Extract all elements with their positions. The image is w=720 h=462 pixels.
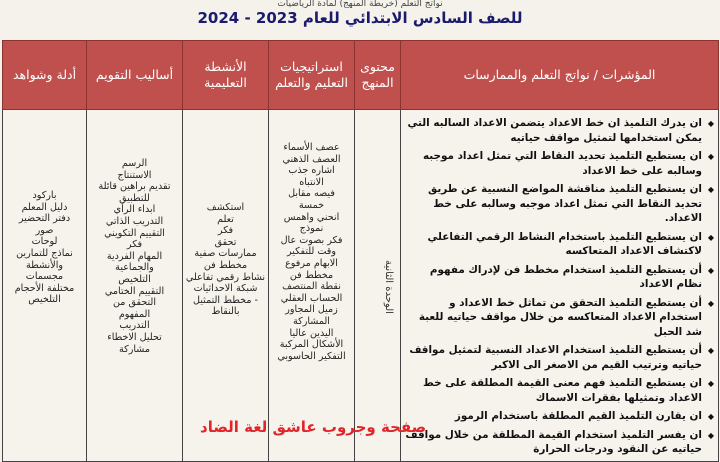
header-content: محتوى المنهج	[355, 41, 401, 110]
evaluation-item: فكر	[126, 239, 143, 251]
evaluation-item: مشاركة	[119, 343, 150, 355]
watermark-text: صفحة وجروب عاشق لغة الضاد	[200, 418, 427, 436]
indicator-item	[405, 149, 714, 178]
evaluation-item: الاستنتاج	[117, 169, 152, 181]
indicator-text: ان يفسر التلميذ استخدام القيمة المطلقة من خلال مواقف حياتيه عن النقود ودرجات الحرارة	[405, 428, 702, 455]
indicator-text: ان يستطيع التلميذ مناقشة المواضع النسبية عن طريق تحديد النقاط التي تمثل اعداد موجبه وسالبه على خط الاعداد.	[427, 183, 702, 224]
evaluation-cell	[87, 110, 183, 462]
bullet-icon: ◆	[707, 265, 714, 275]
strategies-item: انحني واهمس	[283, 211, 340, 223]
strategies-item: عصف الأسماء	[283, 142, 340, 153]
evidence-list	[3, 110, 86, 306]
evaluation-item: التقييم التكويني	[104, 227, 165, 239]
strategies-item: الانتباه	[299, 176, 324, 188]
evaluation-item: التدريب الذاتي	[105, 215, 164, 227]
evidence-item: نماذج للتمارين	[16, 247, 73, 259]
strategies-item: وقت للتفكير	[286, 246, 337, 258]
activities-list	[183, 110, 268, 318]
unit-label: الوحدة الثانية	[383, 260, 394, 314]
evidence-cell	[3, 110, 87, 462]
bullet-icon: ◆	[707, 412, 714, 421]
strategies-item: زميل المجاور	[285, 304, 338, 316]
strategies-item: المشاركة	[293, 315, 330, 327]
evaluation-item: التقييم الختامي	[104, 285, 165, 297]
bullet-icon: ◆	[707, 232, 714, 242]
strategies-item: نموذج	[299, 223, 324, 235]
evidence-item: دليل المعلم	[21, 201, 68, 213]
bullet-icon: ◆	[707, 152, 714, 161]
strategies-item: اليدين عاليا	[289, 327, 334, 339]
bullet-icon: ◆	[707, 346, 714, 355]
strategies-item: خمسة	[298, 199, 325, 211]
content-cell	[355, 110, 401, 462]
strategies-cell	[269, 110, 355, 462]
strategies-item: فكر بصوت عال	[280, 234, 343, 246]
indicator-item	[405, 428, 714, 457]
strategies-item: الابهام مرفوع	[285, 257, 338, 269]
page-title: للصف السادس الابتدائي للعام 2023 - 2024	[197, 9, 523, 27]
evaluation-item: المهام الفردية	[106, 250, 163, 262]
indicator-text: ان يستطيع التلميذ تحديد النقاط التي تمثل اعداد موجبه وسالبه على خط الاعداد	[422, 150, 702, 177]
evidence-item: باركود	[32, 190, 57, 201]
curriculum-table	[2, 40, 719, 462]
indicator-text: أن يستطيع التلميذ التحقق من تماثل خط الاعداد و استخدام الاعداد المتعاكسه من خلال مواقف حياتيه للعبة شد الحبل	[418, 296, 702, 338]
activities-item: فكر	[217, 225, 234, 237]
strategies-item: الأشكال المركبة	[279, 339, 344, 351]
strategies-list	[269, 110, 354, 362]
indicator-item	[405, 263, 714, 292]
evaluation-item: تحليل الاخطاء	[107, 331, 162, 343]
strategies-item: التفكير الحاسوبي	[277, 350, 346, 362]
activities-item: ممارسات صفية	[194, 248, 257, 260]
evaluation-list	[87, 110, 182, 355]
indicator-item	[405, 376, 714, 405]
evaluation-item: تقديم براهين قائلة	[98, 181, 171, 193]
evidence-item: لوحات	[31, 236, 58, 248]
evaluation-item: المفهوم	[118, 308, 151, 320]
indicator-text: ان يستطيع التلميذ باستخدام النشاط الرقمي التفاعلي لاكتشاف الاعداد المتعاكسه	[427, 230, 702, 257]
indicator-item	[405, 182, 714, 226]
evaluation-item: التلخيص	[118, 273, 151, 285]
activities-item: بالنقاط	[211, 306, 240, 318]
evaluation-item: الرسم	[121, 158, 148, 169]
activities-item: تحقق	[214, 236, 237, 248]
indicator-item	[405, 409, 714, 424]
bullet-icon: ◆	[707, 185, 714, 194]
header-activities: الأنشطة التعليمية	[183, 41, 269, 110]
header-evidence: أدلة وشواهد	[3, 41, 87, 110]
bullet-icon: ◆	[707, 119, 714, 128]
activities-item: مخطط فن	[203, 259, 248, 271]
evidence-item: دفتر التحضير	[18, 213, 71, 225]
header-strategies: استراتيجيات التعليم والتعلم	[269, 41, 355, 110]
bullet-icon: ◆	[707, 379, 714, 388]
indicator-text: أن يستطيع التلميذ استخدام الاعداد النسبية لتمثيل مواقف حياتيه وترتيب القيم من الاصغر الى الاكبر	[409, 344, 702, 371]
evidence-item: مجسمات	[25, 271, 64, 283]
evidence-item: والأنشطة	[25, 259, 63, 271]
strategies-item: العصف الذهني	[282, 153, 341, 165]
evaluation-item: والجماعية	[115, 262, 154, 274]
bullet-icon: ◆	[707, 430, 714, 440]
activities-item: نشاط رقمي تفاعلي	[185, 271, 266, 283]
table-header-row	[3, 41, 719, 110]
evidence-item: التلخيص	[28, 294, 61, 306]
indicator-text: ان يستطيع التلميذ فهم معنى القيمة المطلقة على خط الاعداد وتمثيلها بفقرات الاسماك	[422, 377, 702, 404]
header-evaluation: أساليب التقويم	[87, 41, 183, 110]
bullet-icon: ◆	[707, 298, 714, 308]
indicator-text: ان يقارن التلميذ القيم المطلقة باستخدام الرموز	[454, 410, 702, 422]
indicators-cell	[401, 110, 719, 462]
activities-item: - مخطط التمثيل	[193, 294, 258, 306]
indicator-text: ان يدرك التلميذ ان خط الاعداد يتضمن الاعداد السالبه التي يمكن استخدامها لتمثيل مواقف حياتيه	[407, 117, 702, 144]
indicator-item	[405, 230, 714, 259]
evaluation-item: ابداء الرأي	[113, 204, 156, 216]
top-line: نواتج التعلم (خريطة المنهج) لمادة الرياضيات	[277, 0, 443, 8]
indicator-text: أن يستطيع التلميذ استخدام مخطط فن لإدراك مفهوم نظام الاعداد	[429, 263, 702, 290]
evaluation-item: التحقق من	[112, 297, 157, 309]
evaluation-item: التدريب	[119, 320, 150, 332]
indicator-item	[405, 343, 714, 372]
activities-item: استكشف	[206, 202, 245, 213]
strategies-item: اشاره جذب	[288, 165, 335, 177]
indicator-item	[405, 296, 714, 340]
strategies-item: فيصه مقابل	[288, 188, 335, 200]
activities-item: تعلم	[217, 213, 234, 225]
activities-item: شبكة الاحداثيات	[193, 283, 258, 295]
strategies-item: نقطة المنتصف	[282, 281, 341, 293]
indicators-list	[401, 110, 718, 457]
strategies-item: الحساب العقلي	[280, 292, 343, 304]
evidence-item: صور	[35, 224, 54, 236]
header-indicators: المؤشرات / نواتج التعلم والممارسات	[401, 41, 719, 110]
table-row	[3, 110, 719, 462]
activities-cell	[183, 110, 269, 462]
evidence-item: مختلفة الأحجام	[14, 282, 75, 294]
evaluation-item: للتطبيق	[119, 192, 150, 204]
indicator-item	[405, 116, 714, 145]
strategies-item: مخطط فن	[289, 269, 334, 281]
